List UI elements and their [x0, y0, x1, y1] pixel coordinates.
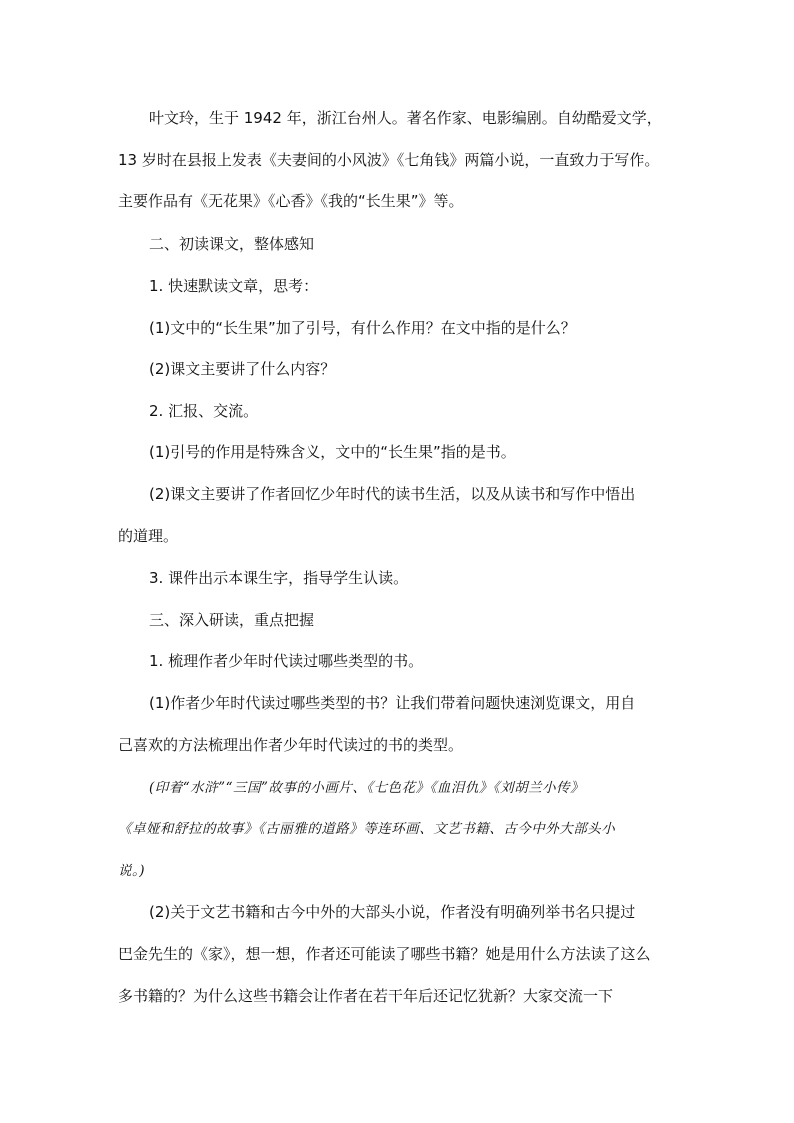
author-intro-line-1: 叶文玲，生于 1942 年，浙江台州人。著名作家、电影编剧。自幼酷爱文学， — [149, 109, 662, 127]
question-1: (1)文中的“长生果”加了引号，有什么作用？在文中指的是什么？ — [149, 319, 576, 337]
question-3-2-line-3: 多书籍的？为什么这些书籍会让作者在若干年后还记忆犹新？大家交流一下 — [118, 987, 614, 1005]
answer-2-line-2: 的道理。 — [118, 527, 179, 545]
answer-1: (1)引号的作用是特殊含义，文中的“长生果”指的是书。 — [149, 443, 516, 461]
answer-2-line-1: (2)课文主要讲了作者回忆少年时代的读书生活，以及从读书和写作中悟出 — [149, 485, 636, 503]
step-1: 1. 快速默读文章，思考： — [149, 277, 319, 295]
author-intro-line-2: 13 岁时在县报上发表《夫妻间的小风波》《七角钱》两篇小说，一直致力于写作。 — [118, 151, 660, 169]
question-3-1-line-2: 己喜欢的方法梳理出作者少年时代读过的书的类型。 — [118, 736, 464, 754]
step-3-1: 1. 梳理作者少年时代读过哪些类型的书。 — [149, 652, 424, 670]
question-2: (2)课文主要讲了什么内容？ — [149, 360, 336, 378]
step-2: 2. 汇报、交流。 — [149, 402, 259, 420]
answer-note-line-2: 《卓娅和舒拉的故事》《古丽雅的道路》等连环画、文艺书籍、古今中外大部头小 — [118, 821, 616, 837]
question-3-1-line-1: (1)作者少年时代读过哪些类型的书？让我们带着问题快速浏览课文，用自 — [149, 694, 636, 712]
section-heading-2: 二、初读课文，整体感知 — [149, 235, 315, 253]
answer-note-line-3: 说。) — [118, 863, 146, 879]
step-3: 3. 课件出示本课生字，指导学生认读。 — [149, 569, 409, 587]
question-3-2-line-2: 巴金先生的《家》，想一想，作者还可能读了哪些书籍？她是用什么方法读了这么 — [118, 945, 651, 963]
section-heading-3: 三、深入研读，重点把握 — [149, 611, 315, 629]
question-3-2-line-1: (2)关于文艺书籍和古今中外的大部头小说，作者没有明确列举书名只提过 — [149, 903, 636, 921]
answer-note-line-1: (印着“水浒”“三国”故事的小画片、《七色花》《血泪仇》《刘胡兰小传》 — [149, 780, 585, 796]
author-intro-line-3: 主要作品有《无花果》《心香》《我的“长生果”》等。 — [118, 192, 464, 210]
